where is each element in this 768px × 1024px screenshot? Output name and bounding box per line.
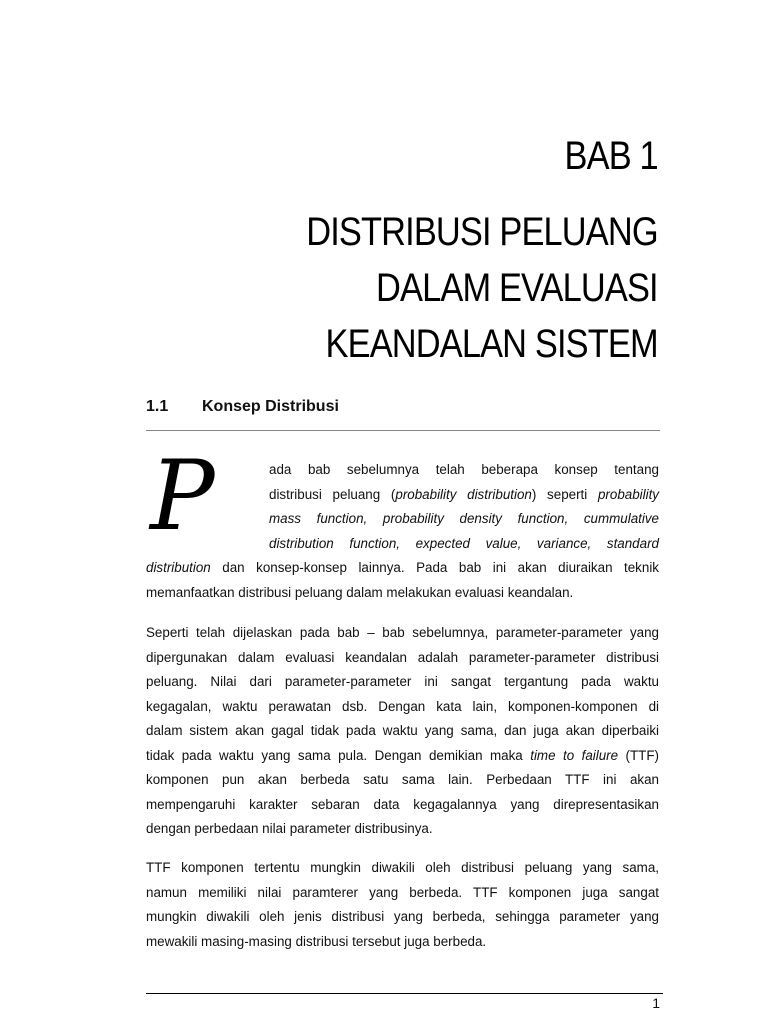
paragraph-line: dalam sistem akan gagal tidak pada waktu yang sama, dan juga akan diperbaiki (146, 723, 659, 738)
paragraph-1-continued (146, 556, 659, 605)
paragraph-line: TTF komponen tertentu mungkin diwakili oleh distribusi peluang yang sama, (146, 860, 659, 875)
footer-divider (146, 993, 663, 994)
paragraph-line: distribution dan konsep-konsep lainnya. Pada bab ini akan diuraikan teknik (146, 560, 659, 575)
paragraph-line: peluang. Nilai dari parameter-parameter ini sangat tergantung pada waktu (146, 674, 659, 689)
paragraph-line: Seperti telah dijelaskan pada bab – bab sebelumnya, parameter-parameter yang (146, 625, 659, 640)
paragraph-line: namun memiliki nilai paramterer yang berbeda. TTF komponen juga sangat (146, 884, 659, 900)
page-number: 1 (652, 995, 660, 1011)
paragraph-1-indented (269, 458, 659, 556)
chapter-title-line-2: DALAM EVALUASI (376, 266, 658, 310)
paragraph-line: mewakili masing-masing distribusi tersebut juga berbeda. (146, 933, 487, 949)
section-heading (146, 398, 658, 416)
paragraph-2 (146, 621, 659, 842)
paragraph-line: mungkin diwakili oleh jenis distribusi yang berbeda, sehingga parameter yang (146, 909, 659, 924)
chapter-title-line-3: KEANDALAN SISTEM (325, 322, 658, 366)
paragraph-3 (146, 856, 659, 954)
paragraph-line: mass function, probability density function, cummulative (269, 511, 659, 526)
chapter-number: BAB 1 (564, 134, 658, 178)
paragraph-line: ada bab sebelumnya telah beberapa konsep tentang (269, 462, 659, 477)
section-divider (146, 430, 660, 431)
chapter-heading (249, 128, 658, 372)
paragraph-line: distribusi peluang (probability distribution) seperti probability (269, 486, 660, 502)
paragraph-line: komponen pun akan berbeda satu sama lain. Perbedaan TTF ini akan (146, 772, 659, 787)
paragraph-line: dengan perbedaan nilai parameter distribusinya. (146, 821, 433, 836)
drop-cap: P (150, 440, 215, 552)
paragraph-line: kegagalan, waktu perawatan dsb. Dengan kata lain, komponen-komponen di (146, 698, 659, 714)
paragraph-line: mempengaruhi karakter sebaran data kegagalannya yang direpresentasikan (146, 796, 659, 812)
paragraph-line: memanfaatkan distribusi peluang dalam melakukan evaluasi keandalan. (146, 584, 574, 600)
paragraph-line: dipergunakan dalam evaluasi keandalan adalah parameter-parameter distribusi (146, 649, 659, 665)
paragraph-line: tidak pada waktu yang sama pula. Dengan demikian maka time to failure (TTF) (146, 747, 659, 763)
section-title: Konsep Distribusi (202, 398, 339, 415)
chapter-title-line-1: DISTRIBUSI PELUANG (306, 210, 658, 254)
section-number: 1.1 (146, 398, 169, 415)
paragraph-line: distribution function, expected value, variance, standard (269, 535, 659, 551)
